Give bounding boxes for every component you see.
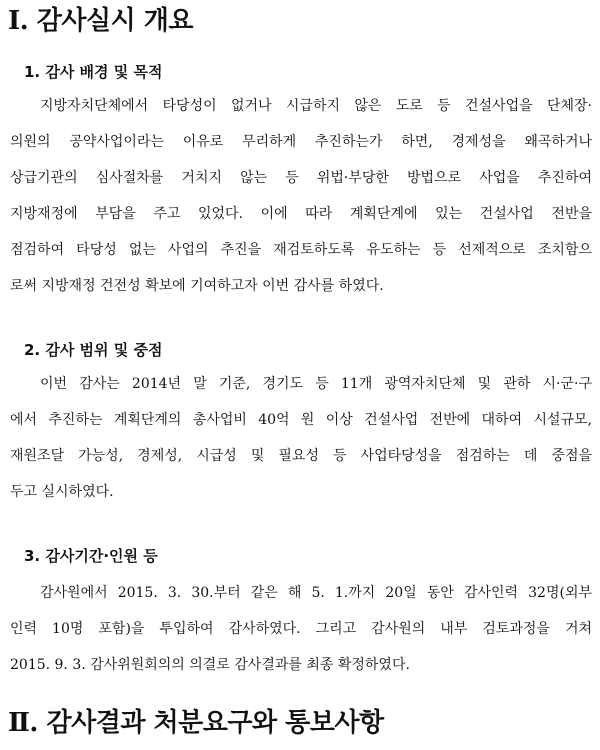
paragraph-line: 점검하여 타당성 없는 사업의 추진을 재검토하도록 유도하는 등 선제적으로 조치함으 xyxy=(10,242,592,258)
chapter-1-title: 감사실시 개요 xyxy=(36,6,194,36)
paragraph-line: 의원의 공약사업이라는 이유로 무리하게 추진하는가 하면, 경제성을 왜곡하거나 xyxy=(10,134,592,150)
paragraph-line: 두고 실시하였다. xyxy=(10,484,114,500)
paragraph-line: 감사원에서 2015. 3. 30.부터 같은 해 5. 1.까지 20일 동안 감사인력 32명(외부 xyxy=(40,585,592,601)
paragraph-line: 재원조달 가능성, 경제성, 시급성 및 필요성 등 사업타당성을 점검하는 데 중점을 xyxy=(10,448,592,464)
paragraph-line: 이번 감사는 2014년 말 기준, 경기도 등 11개 광역자치단체 및 관하 시·군·구 xyxy=(40,376,592,392)
section-2-heading: 2. 감사 범위 및 중점 xyxy=(24,341,163,359)
section-2-paragraph xyxy=(10,366,592,510)
section-1-heading: 1. 감사 배경 및 목적 xyxy=(24,63,163,81)
section-3-heading: 3. 감사기간·인원 등 xyxy=(24,547,158,565)
paragraph-line: 지방재정에 부담을 주고 있었다. 이에 따라 계획단계에 있는 건설사업 전반을 xyxy=(10,206,592,222)
section-1-paragraph xyxy=(10,88,592,304)
paragraph-line: 인력 10명 포함)을 투입하여 감사하였다. 그리고 감사원의 내부 검토과정을 거쳐 xyxy=(10,621,592,637)
chapter-1-heading xyxy=(8,6,193,36)
chapter-2-title: 감사결과 처분요구와 통보사항 xyxy=(46,708,384,738)
paragraph-line: 로써 지방재정 건전성 확보에 기여하고자 이번 감사를 하였다. xyxy=(10,278,384,294)
section-3-paragraph xyxy=(10,575,592,683)
paragraph-line: 상급기관의 심사절차를 거치지 않는 등 위법·부당한 방법으로 사업을 추진하여 xyxy=(10,170,592,186)
chapter-1-numeral: Ⅰ. xyxy=(8,6,29,36)
paragraph-line: 에서 추진하는 계획단계의 총사업비 40억 원 이상 건설사업 전반에 대하여 시설규모, xyxy=(10,412,592,428)
chapter-2-numeral: Ⅱ. xyxy=(8,708,38,738)
paragraph-line: 지방자치단체에서 타당성이 없거나 시급하지 않은 도로 등 건설사업을 단체장· xyxy=(40,98,592,114)
chapter-2-heading xyxy=(8,708,384,738)
paragraph-line: 2015. 9. 3. 감사위원회의의 의결로 감사결과를 최종 확정하였다. xyxy=(10,657,410,673)
